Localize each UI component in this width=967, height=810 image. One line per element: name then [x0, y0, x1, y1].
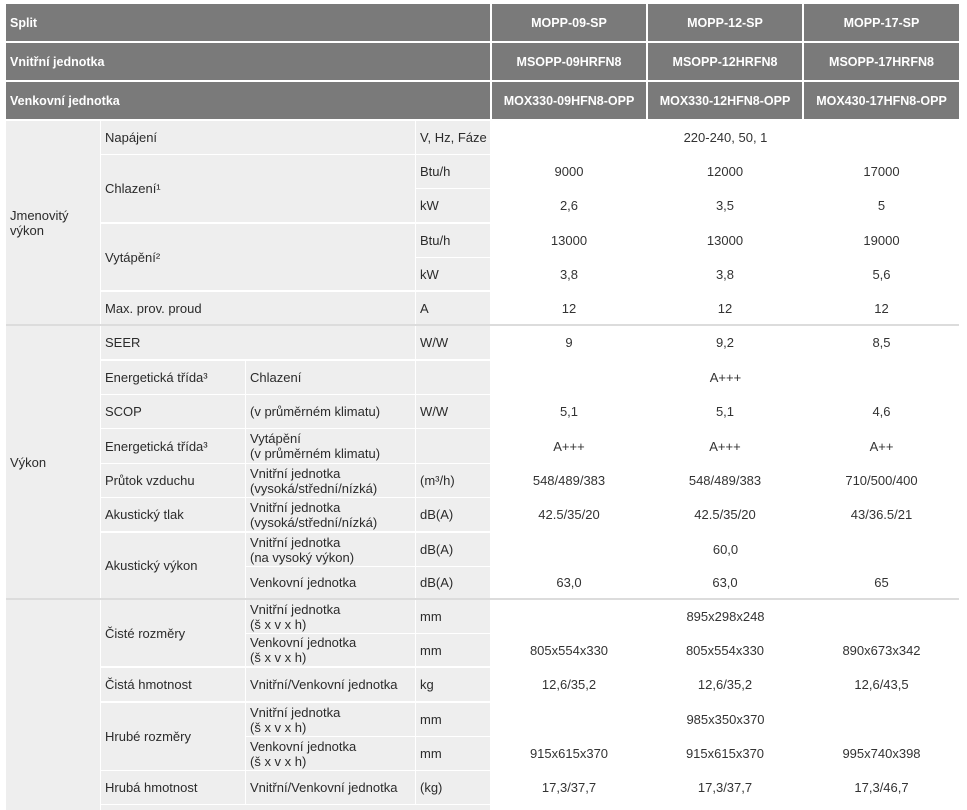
value-cell: 915x615x370 — [492, 737, 646, 770]
value-cell: 8,5 — [804, 326, 959, 359]
label-energy-class-heating: Energetická třída³ — [101, 429, 245, 463]
outdoor-unit-label: Venkovní jednotka — [6, 82, 490, 119]
sub-label: Vnitřní jednotka (š x v x h) — [246, 600, 415, 633]
label-net-weight: Čistá hmotnost — [101, 668, 245, 701]
unit-cell — [416, 429, 490, 463]
value-cell: 17,3/37,7 — [648, 771, 802, 804]
outdoor-unit-model: MOX330-12HFN8-OPP — [648, 82, 802, 119]
value-cell: 12,6/35,2 — [648, 668, 802, 701]
section-divider — [6, 324, 959, 326]
label-sound-power: Akustický výkon — [101, 533, 245, 598]
unit-cell: (m³/h) — [416, 464, 490, 497]
unit-cell: kg — [416, 668, 490, 701]
model-name: MOPP-17-SP — [804, 4, 959, 41]
value-cell: 13000 — [648, 224, 802, 257]
label-seer: SEER — [101, 326, 415, 359]
indoor-unit-model: MSOPP-17HRFN8 — [804, 43, 959, 80]
split-label: Split — [6, 4, 490, 41]
outdoor-unit-model: MOX330-09HFN8-OPP — [492, 82, 646, 119]
value-cell: 890x673x342 — [804, 634, 959, 666]
value-cell: 548/489/383 — [648, 464, 802, 497]
value-cell: 3,8 — [648, 258, 802, 290]
sub-label: Vnitřní jednotka (na vysoký výkon) — [246, 533, 415, 566]
value-cell: 915x615x370 — [648, 737, 802, 770]
indoor-unit-label: Vnitřní jednotka — [6, 43, 490, 80]
value-cell: 220-240, 50, 1 — [492, 121, 959, 154]
value-cell: 805x554x330 — [492, 634, 646, 666]
value-cell: 13000 — [492, 224, 646, 257]
value-cell: 42.5/35/20 — [492, 498, 646, 531]
group-dimensions — [6, 600, 100, 810]
unit-cell: mm — [416, 634, 490, 666]
value-cell: 548/489/383 — [492, 464, 646, 497]
unit-cell — [416, 361, 490, 394]
label-cooling: Chlazení¹ — [101, 155, 415, 222]
sub-label: Vnitřní/Venkovní jednotka — [246, 771, 415, 804]
value-cell: 19000 — [804, 224, 959, 257]
value-cell: 12000 — [648, 155, 802, 188]
value-cell: 63,0 — [492, 567, 646, 598]
label-energy-class-cooling: Energetická třída³ — [101, 361, 245, 394]
outdoor-unit-model: MOX430-17HFN8-OPP — [804, 82, 959, 119]
label-heating: Vytápění² — [101, 224, 415, 290]
value-cell: 12 — [648, 292, 802, 324]
value-cell: 995x740x398 — [804, 737, 959, 770]
unit-cell: V, Hz, Fáze — [416, 121, 490, 154]
table-row — [101, 805, 490, 810]
value-cell: 12,6/43,5 — [804, 668, 959, 701]
unit-cell: Btu/h — [416, 155, 490, 188]
sub-label: Vnitřní/Venkovní jednotka — [246, 668, 415, 701]
unit-cell: Btu/h — [416, 224, 490, 257]
value-cell: 805x554x330 — [648, 634, 802, 666]
sub-label: Vnitřní jednotka (vysoká/střední/nízká) — [246, 498, 415, 531]
sub-label: Venkovní jednotka — [246, 567, 415, 598]
indoor-unit-model: MSOPP-09HRFN8 — [492, 43, 646, 80]
sub-label: Vytápění (v průměrném klimatu) — [246, 429, 415, 463]
value-cell: 3,8 — [492, 258, 646, 290]
sub-label: Vnitřní jednotka (vysoká/střední/nízká) — [246, 464, 415, 497]
spec-table — [6, 4, 959, 810]
value-cell: 9000 — [492, 155, 646, 188]
value-cell: 895x298x248 — [492, 600, 959, 633]
unit-cell: W/W — [416, 395, 490, 428]
label-power-supply: Napájení — [101, 121, 415, 154]
label-max-current: Max. prov. proud — [101, 292, 415, 324]
unit-cell: dB(A) — [416, 533, 490, 566]
sub-label: Venkovní jednotka (š x v x h) — [246, 737, 415, 770]
label-airflow: Průtok vzduchu — [101, 464, 245, 497]
unit-cell: mm — [416, 703, 490, 736]
unit-cell: W/W — [416, 326, 490, 359]
value-cell: 2,6 — [492, 189, 646, 222]
value-cell: 5,6 — [804, 258, 959, 290]
label-sound-pressure: Akustický tlak — [101, 498, 245, 531]
value-cell: 5,1 — [492, 395, 646, 428]
value-cell: A++ — [804, 429, 959, 463]
value-cell: 5,1 — [648, 395, 802, 428]
value-cell: 60,0 — [492, 533, 959, 566]
value-cell: 9,2 — [648, 326, 802, 359]
unit-cell: kW — [416, 258, 490, 290]
indoor-unit-model: MSOPP-12HRFN8 — [648, 43, 802, 80]
section-divider — [6, 598, 959, 600]
group-rated-capacity: Jmenovitý výkon — [6, 121, 100, 324]
sub-label: Venkovní jednotka (š x v x h) — [246, 634, 415, 666]
value-cell: 17,3/46,7 — [804, 771, 959, 804]
model-name: MOPP-09-SP — [492, 4, 646, 41]
model-name: MOPP-12-SP — [648, 4, 802, 41]
label-net-dimensions: Čisté rozměry — [101, 600, 245, 666]
unit-cell: mm — [416, 600, 490, 633]
value-cell: 985x350x370 — [492, 703, 959, 736]
unit-cell: dB(A) — [416, 567, 490, 598]
value-cell: 43/36.5/21 — [804, 498, 959, 531]
value-cell: 3,5 — [648, 189, 802, 222]
label-gross-dimensions: Hrubé rozměry — [101, 703, 245, 770]
value-cell: 12 — [804, 292, 959, 324]
value-cell: A+++ — [492, 429, 646, 463]
value-cell: 17,3/37,7 — [492, 771, 646, 804]
sub-label: Vnitřní jednotka (š x v x h) — [246, 703, 415, 736]
value-cell: A+++ — [648, 429, 802, 463]
value-cell: 12 — [492, 292, 646, 324]
value-cell: A+++ — [492, 361, 959, 394]
value-cell: 4,6 — [804, 395, 959, 428]
sub-label: Chlazení — [246, 361, 415, 394]
value-cell: 17000 — [804, 155, 959, 188]
value-cell: 5 — [804, 189, 959, 222]
value-cell: 9 — [492, 326, 646, 359]
label-gross-weight: Hrubá hmotnost — [101, 771, 245, 804]
value-cell: 65 — [804, 567, 959, 598]
group-performance: Výkon — [6, 326, 100, 598]
value-cell: 710/500/400 — [804, 464, 959, 497]
sub-label: (v průměrném klimatu) — [246, 395, 415, 428]
value-cell: 42.5/35/20 — [648, 498, 802, 531]
unit-cell: mm — [416, 737, 490, 770]
label-scop: SCOP — [101, 395, 245, 428]
unit-cell: dB(A) — [416, 498, 490, 531]
value-cell: 63,0 — [648, 567, 802, 598]
value-cell: 12,6/35,2 — [492, 668, 646, 701]
unit-cell: kW — [416, 189, 490, 222]
unit-cell: (kg) — [416, 771, 490, 804]
unit-cell: A — [416, 292, 490, 324]
